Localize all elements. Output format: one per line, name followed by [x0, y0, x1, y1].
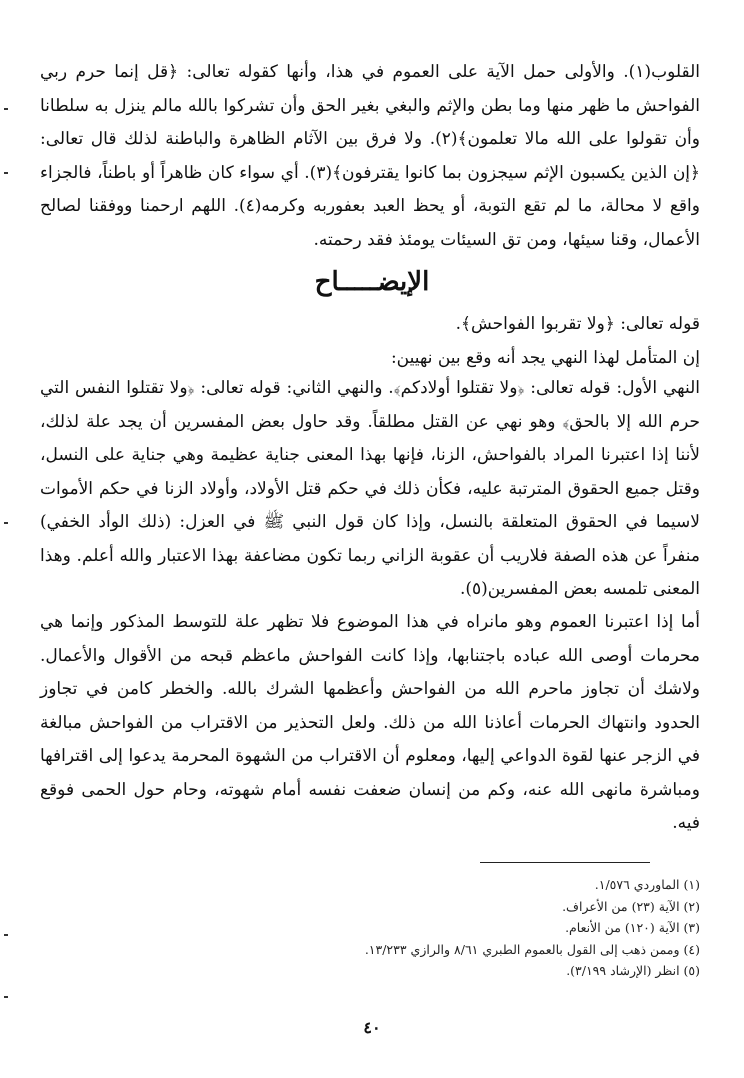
footnote-2: (٢) الآية (٢٣) من الأعراف.: [562, 898, 700, 914]
section-heading: الإيضـــــاح: [314, 267, 430, 297]
paragraph-2: [40, 308, 700, 375]
footnote-1: (١) الماوردي ١/٥٧٦.: [594, 877, 700, 892]
margin-mark: [4, 108, 8, 110]
margin-mark: [4, 934, 8, 936]
footnote-4: (٤) وممن ذهب إلى القول بالعموم الطبري ٨/٦١ والرازي ١٣/٢٣٣.: [364, 941, 700, 957]
paragraph-3: [40, 372, 700, 607]
paragraph-4: [40, 606, 700, 841]
paragraph-1-text: القلوب(١). والأولى حمل الآية على العموم في هذا، وأنها كقوله تعالى: ﴿قل إنما حرم ربي الفواحش ما ظهر منها وما بطن والإثم والبغي بغير الحق وأن تشركوا بالله مالم ينزل به سلطانا وأن تقولوا على الله مالا تعلمون﴾(٢). ولا فرق بين الآثام الظاهرة والباطنة لذلك قال تعالى: ﴿إن الذين يكسبون الإثم سيجزون بما كانوا يقترفون﴾(٣). أي سواء كان ظاهراً أو باطناً، فالجزاء واقع لا محالة، ما لم تقع التوبة، أو يحظ العبد بعفوربه وكرمه(٤). اللهم ارحمنا ووفقنا لصالح الأعمال، وقنا سيئها، ومن تق السيئات يومئذ فقد رحمته.: [40, 62, 700, 250]
margin-mark: [4, 172, 8, 174]
margin-mark: [4, 522, 8, 524]
page-number: ٤٠: [363, 1018, 381, 1037]
footnotes: [160, 874, 700, 982]
footnote-5: (٥) انظر (الإرشاد ٣/١٩٩).: [566, 963, 700, 978]
paragraph-1: [40, 56, 700, 257]
paragraph-2-line-1: قوله تعالى: ﴿ولا تقربوا الفواحش﴾.: [455, 314, 700, 334]
paragraph-3-text: النهي الأول: قوله تعالى: ﴿ولا تقتلوا أولادكم﴾. والنهي الثاني: قوله تعالى: ﴿ولا تقتلوا النفس التي حرم الله إلا بالحق﴾ وهو نهي عن القتل مطلقاً. وقد حاول بعض المفسرين أن يجد علة لذلك، لأننا إذا اعتبرنا المراد بالفواحش، الزنا، فإنها بهذا المعنى جناية عظيمة وهي جناية على النسل، وقتل جميع الحقوق المترتبة عليه، فكأن ذلك في حكم قتل الأولاد، وأولاد الزنا في حكم الأموات لاسيما في الحقوق المتعلقة بالنسل، وإذا كان قول النبي ﷺ في العزل: (ذلك الوأد الخفي) منفراً عن هذه الصفة فلاريب أن عقوبة الزاني ربما تكون مضاعفة بهذا الاعتبار والله أعلم. وهذا المعنى تلمسه بعض المفسرين(٥).: [40, 378, 701, 599]
paragraph-2-line-2: إن المتأمل لهذا النهي يجد أنه وقع بين نهيين:: [390, 347, 700, 368]
footnote-separator: [480, 862, 650, 863]
footnote-3: (٣) الآية (١٢٠) من الأنعام.: [565, 920, 700, 935]
paragraph-4-text: أما إذا اعتبرنا العموم وهو مانراه في هذا الموضوع فلا تظهر علة للتوسط المذكور وإنما هي محرمات أوصى الله عباده باجتنابها، وإذا كانت الفواحش ماعظم قبحه من الأقوال والأعمال. ولاشك أن تجاوز ماحرم الله من الفواحش وأعظمها الشرك بالله. والخطر كامن في تجاوز الحدود وانتهاك الحرمات أعاذنا الله من ذلك. ولعل التحذير من الاقتراب من الفواحش مبالغة في الزجر عنها لقوة الدواعي إليها، ومعلوم أن الاقتراب من الشهوة المحرمة يدعوا إلى اقترافها ومباشرة مانهى الله عنه، وكم من إنسان ضعفت نفسه أمام شهوته، وحام حول الحمى فوقع فيه.: [40, 612, 700, 833]
margin-mark: [4, 996, 8, 998]
